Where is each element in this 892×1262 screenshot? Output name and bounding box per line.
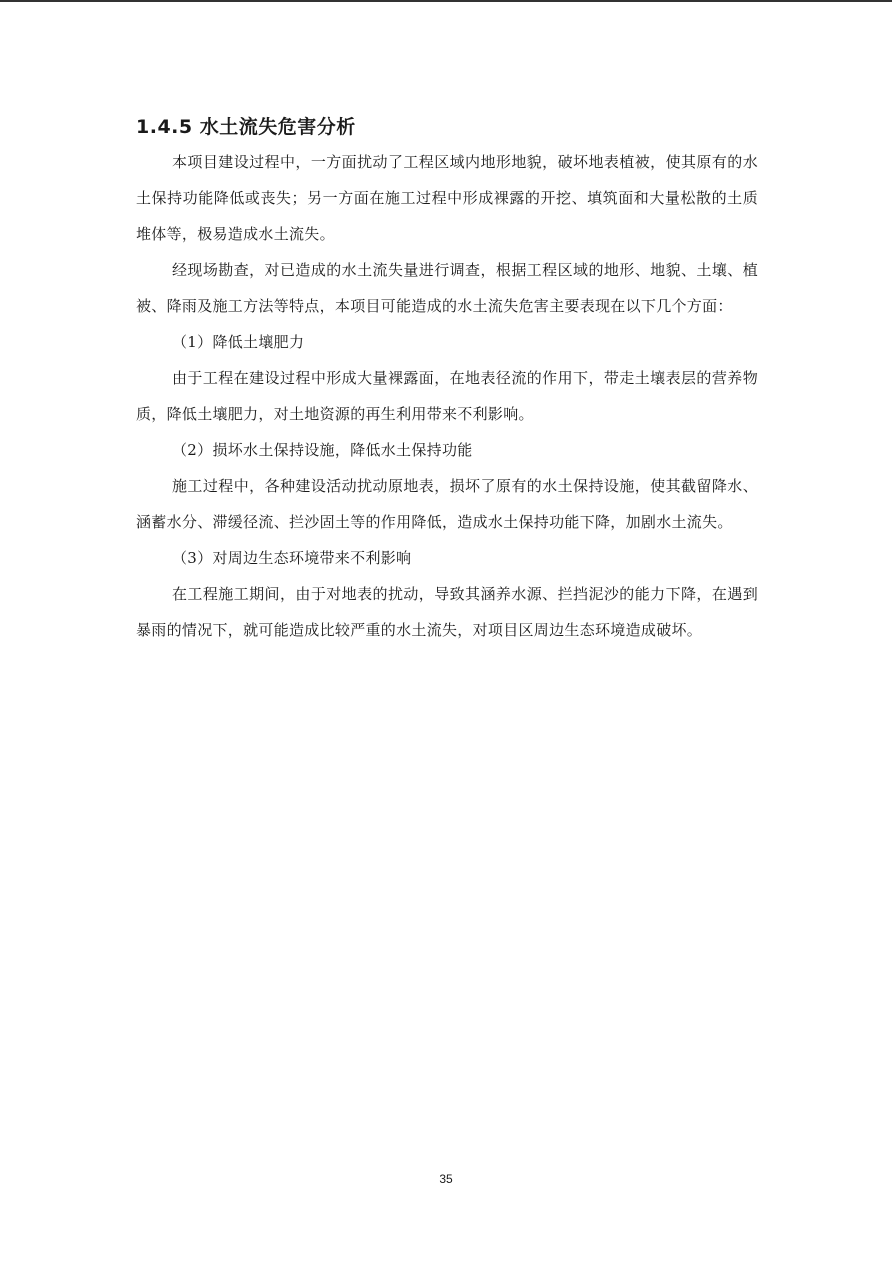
intro-paragraph: 本项目建设过程中，一方面扰动了工程区域内地形地貌，破坏地表植被，使其原有的水土保持功能降低或丧失；另一方面在施工过程中形成裸露的开挖、填筑面和大量松散的土质堆体等，极易造成水土流失。 <box>136 153 758 243</box>
item-2-text: 施工过程中，各种建设活动扰动原地表，损坏了原有的水土保持设施，使其截留降水、涵蓄水分、滞缓径流、拦沙固土等的作用降低，造成水土保持功能下降，加剧水土流失。 <box>136 477 758 531</box>
item-3-title: （3）对周边生态环境带来不利影响 <box>172 549 412 567</box>
section-heading: 1.4.5 水土流失危害分析 <box>136 116 356 138</box>
item-3-text: 在工程施工期间，由于对地表的扰动，导致其涵养水源、拦挡泥沙的能力下降，在遇到暴雨的情况下，就可能造成比较严重的水土流失，对项目区周边生态环境造成破坏。 <box>136 585 758 639</box>
top-border-line <box>0 0 892 2</box>
document-body <box>136 112 758 648</box>
item-2-title: （2）损坏水土保持设施，降低水土保持功能 <box>172 441 473 459</box>
page-number: 35 <box>439 1172 453 1186</box>
item-1-title: （1）降低土壤肥力 <box>172 333 305 351</box>
survey-paragraph: 经现场勘查，对已造成的水土流失量进行调查，根据工程区域的地形、地貌、土壤、植被、降雨及施工方法等特点，本项目可能造成的水土流失危害主要表现在以下几个方面： <box>136 261 758 315</box>
item-1-text: 由于工程在建设过程中形成大量裸露面，在地表径流的作用下，带走土壤表层的营养物质，降低土壤肥力，对土地资源的再生利用带来不利影响。 <box>136 369 758 423</box>
